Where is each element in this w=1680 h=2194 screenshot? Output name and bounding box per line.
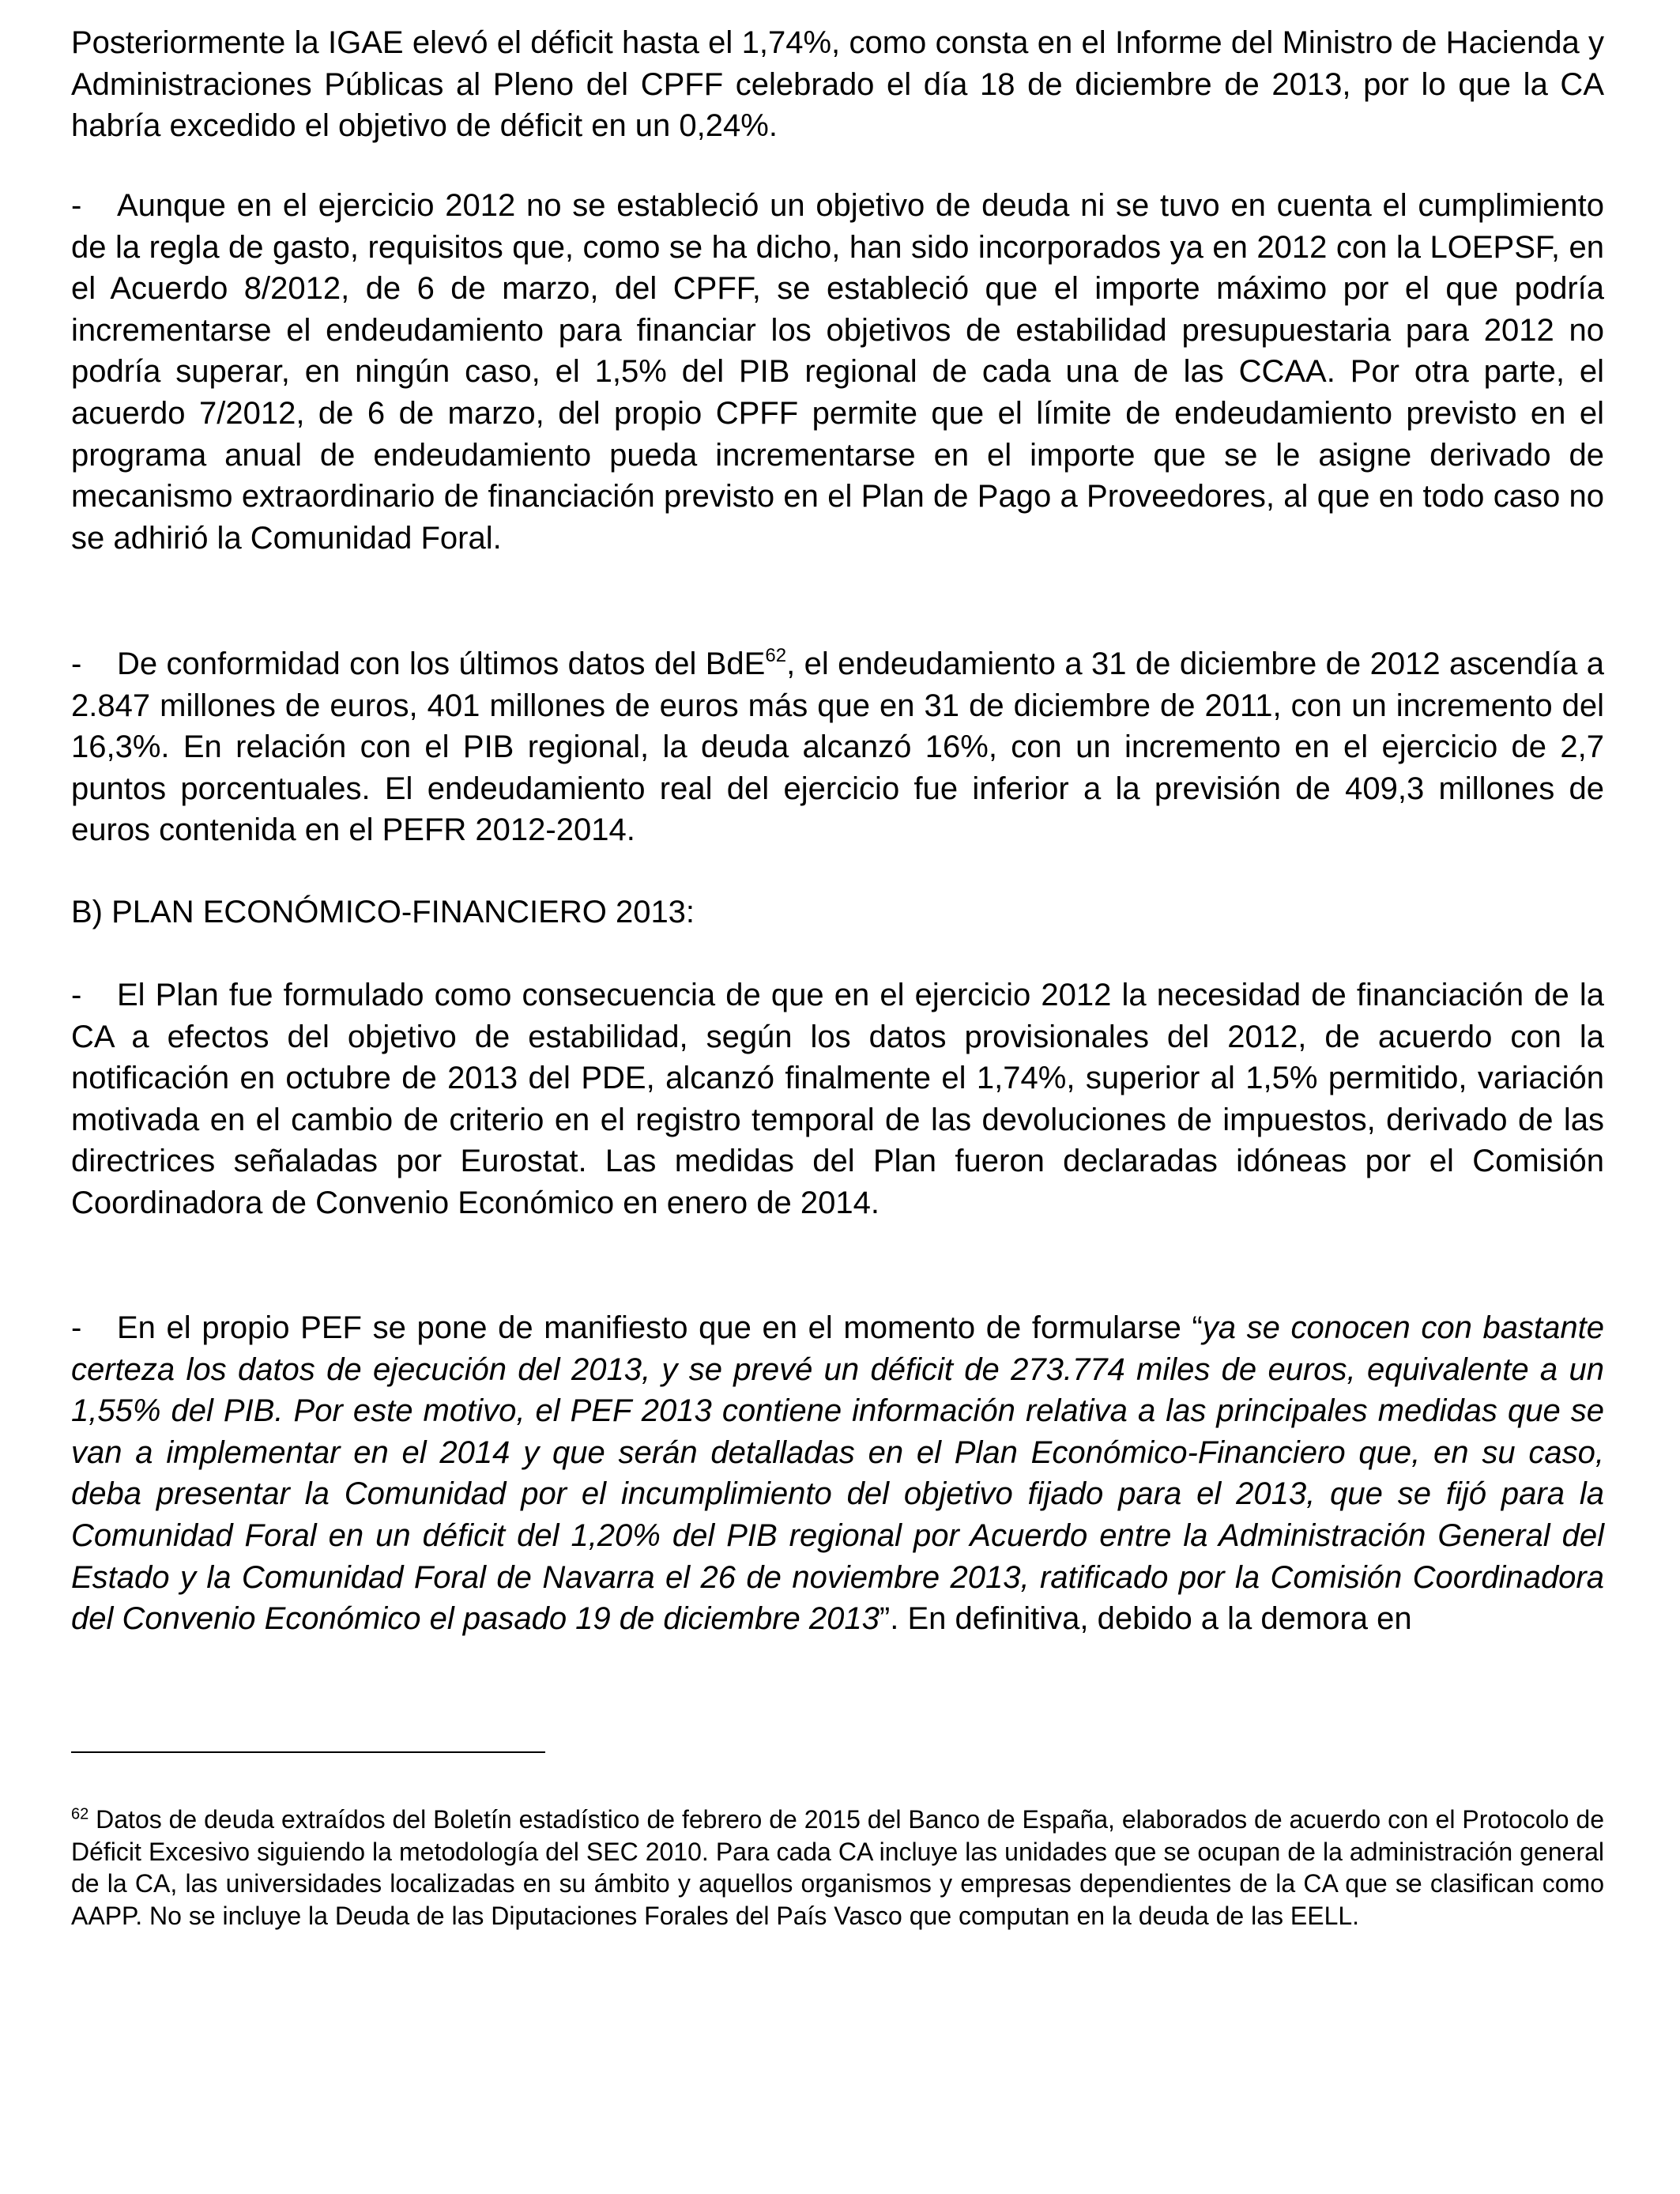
list-dash: - (71, 647, 82, 681)
section-heading (71, 892, 1604, 933)
footnote-separator (71, 1751, 545, 1753)
paragraph-text: El Plan fue formulado como consecuencia de que en el ejercicio 2012 la necesidad de financiación de la CA a efectos del objetivo de estabilidad, según los datos provisionales del 2012, de acuerdo con la notificación en octubre de 2013 del PDE, alcanzó finalmente el 1,74%, superior al 1,5% permitido, variación motivada en el cambio de criterio en el registro temporal de las devoluciones de impuestos, derivado de las directrices señaladas por Eurostat. Las medidas del Plan fueron declaradas idóneas por el Comisión Coordinadora de Convenio Económico en enero de 2014. (71, 978, 1604, 1220)
paragraph-plan-formulation (71, 974, 1604, 1224)
paragraph-text: De conformidad con los últimos datos del BdE (117, 647, 766, 681)
heading-text: B) PLAN ECONÓMICO-FINANCIERO 2013: (71, 895, 695, 929)
quoted-text: ya se conocen con bastante certeza los datos de ejecución del 2013, y se prevé un déficit de 273.774 miles de euros, equivalente a un 1,55% del PIB. Por este motivo, el PEF 2013 contiene información relativa a las principales medidas que se van a implementar en el 2014 y que serán detalladas en el Plan Económico-Financiero que, en su caso, deba presentar la Comunidad por el incumplimiento del objetivo fijado para el 2013, que se fijó para la Comunidad Foral en un déficit del 1,20% del PIB regional por Acuerdo entre la Administración General del Estado y la Comunidad Foral de Navarra el 26 de noviembre 2013, ratificado por la Comisión Coordinadora del Convenio Económico el pasado 19 de diciembre 2013 (71, 1310, 1605, 1637)
paragraph-deficit-igae (71, 22, 1604, 147)
paragraph-text: En el propio PEF se pone de manifiesto que en el momento de formularse “ (117, 1310, 1203, 1345)
list-dash: - (71, 1310, 82, 1345)
paragraph-text: Aunque en el ejercicio 2012 no se estableció un objetivo de deuda ni se tuvo en cuenta el cumplimiento de la regla de gasto, requisitos que, como se ha dicho, han sido incorporados ya en 2012 con la LOEPSF, en el Acuerdo 8/2012, de 6 de marzo, del CPFF, se estableció que el importe máximo por el que podría incrementarse el endeudamiento para financiar los objetivos de estabilidad presupuestaria para 2012 no podría superar, en ningún caso, el 1,5% del PIB regional de cada una de las CCAA. Por otra parte, el acuerdo 7/2012, de 6 de marzo, del propio CPFF permite que el límite de endeudamiento previsto en el programa anual de endeudamiento pueda incrementarse en el importe que se le asigne derivado de mecanismo extraordinario de financiación previsto en el Plan de Pago a Proveedores, al que en todo caso no se adhirió la Comunidad Foral. (71, 188, 1604, 556)
list-dash: - (71, 188, 82, 223)
footnote-reference[interactable]: 62 (765, 644, 787, 666)
paragraph-pef-quote (71, 1307, 1604, 1640)
footnote-number: 62 (71, 1805, 89, 1823)
paragraph-text-continued: , el endeudamiento a 31 de diciembre de 2012 ascendía a 2.847 millones de euros, 401 millones de euros más que en 31 de diciembre de 2011, con un incremento del 16,3%. En relación con el PIB regional, la deuda alcanzó 16%, con un incremento en el ejercicio de 2,7 puntos porcentuales. El endeudamiento real del ejercicio fue inferior a la previsión de 409,3 millones de euros contenida en el PEFR 2012-2014. (71, 647, 1604, 848)
paragraph-text-continued: ”. En definitiva, debido a la demora en (879, 1601, 1412, 1637)
footnote-text: Datos de deuda extraídos del Boletín estadístico de febrero de 2015 del Banco de España, elaborados de acuerdo con el Protocolo de Déficit Excesivo siguiendo la metodología del SEC 2010. Para cada CA incluye las unidades que se ocupan de la administración general de la CA, las universidades localizadas en su ámbito y aquellos organismos y empresas dependientes de la CA que se clasifican como AAPP. No se incluye la Deuda de las Diputaciones Forales del País Vasco que computan en la deuda de las EELL. (71, 1805, 1605, 1930)
footnote (71, 1804, 1604, 1932)
list-dash: - (71, 978, 82, 1012)
paragraph-text: Posteriormente la IGAE elevó el déficit hasta el 1,74%, como consta en el Informe del Ministro de Hacienda y Administraciones Públicas al Pleno del CPFF celebrado el día 18 de diciembre de 2013, por lo que la CA habría excedido el objetivo de déficit en un 0,24%. (71, 25, 1604, 144)
paragraph-bde-debt-data (71, 643, 1604, 851)
paragraph-debt-objective (71, 185, 1604, 559)
